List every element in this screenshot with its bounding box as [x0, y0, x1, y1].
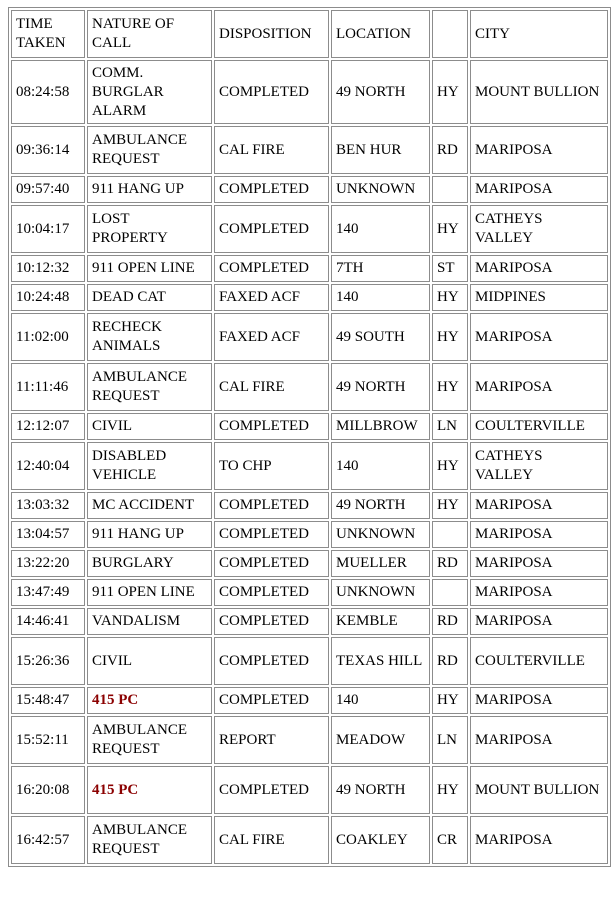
cell-nature-of-call: 911 HANG UP — [87, 176, 212, 203]
cell-time: 11:02:00 — [11, 313, 85, 361]
cell-time: 08:24:58 — [11, 60, 85, 124]
cell-city: CATHEYS VALLEY — [470, 205, 608, 253]
table-row — [11, 816, 608, 864]
header-row — [11, 10, 608, 58]
cell-street-suffix: HY — [432, 363, 468, 411]
table-row — [11, 579, 608, 606]
call-log-table — [8, 7, 611, 867]
cell-time: 14:46:41 — [11, 608, 85, 635]
cell-location: COAKLEY — [331, 816, 430, 864]
cell-street-suffix: LN — [432, 413, 468, 440]
cell-disposition: COMPLETED — [214, 608, 329, 635]
cell-disposition: COMPLETED — [214, 60, 329, 124]
table-body — [11, 60, 608, 864]
cell-disposition: COMPLETED — [214, 637, 329, 685]
cell-street-suffix: HY — [432, 492, 468, 519]
cell-city: MIDPINES — [470, 284, 608, 311]
cell-location: MEADOW — [331, 716, 430, 764]
cell-street-suffix — [432, 521, 468, 548]
cell-city: MARIPOSA — [470, 816, 608, 864]
cell-city: CATHEYS VALLEY — [470, 442, 608, 490]
header-street-suffix — [432, 10, 468, 58]
table-row — [11, 442, 608, 490]
cell-disposition: COMPLETED — [214, 550, 329, 577]
cell-nature-of-call: 911 OPEN LINE — [87, 255, 212, 282]
cell-location: 49 NORTH — [331, 363, 430, 411]
cell-disposition: COMPLETED — [214, 205, 329, 253]
cell-disposition: CAL FIRE — [214, 126, 329, 174]
cell-disposition: CAL FIRE — [214, 816, 329, 864]
cell-city: MARIPOSA — [470, 363, 608, 411]
cell-street-suffix: HY — [432, 313, 468, 361]
cell-street-suffix: ST — [432, 255, 468, 282]
cell-time: 13:03:32 — [11, 492, 85, 519]
cell-city: MOUNT BULLION — [470, 60, 608, 124]
cell-disposition: COMPLETED — [214, 413, 329, 440]
table-row — [11, 637, 608, 685]
cell-disposition: FAXED ACF — [214, 313, 329, 361]
cell-city: MARIPOSA — [470, 550, 608, 577]
cell-disposition: COMPLETED — [214, 579, 329, 606]
table-row — [11, 550, 608, 577]
cell-location: 49 SOUTH — [331, 313, 430, 361]
cell-city: MOUNT BULLION — [470, 766, 608, 814]
cell-street-suffix: HY — [432, 60, 468, 124]
table-row — [11, 608, 608, 635]
cell-nature-of-call: AMBULANCE REQUEST — [87, 816, 212, 864]
cell-location: TEXAS HILL — [331, 637, 430, 685]
cell-disposition: TO CHP — [214, 442, 329, 490]
cell-time: 16:42:57 — [11, 816, 85, 864]
cell-nature-of-call: MC ACCIDENT — [87, 492, 212, 519]
cell-street-suffix: HY — [432, 442, 468, 490]
cell-street-suffix: HY — [432, 687, 468, 714]
cell-location: 49 NORTH — [331, 60, 430, 124]
table-row — [11, 313, 608, 361]
cell-location: 49 NORTH — [331, 492, 430, 519]
cell-location: 140 — [331, 687, 430, 714]
cell-nature-of-call: CIVIL — [87, 637, 212, 685]
cell-time: 16:20:08 — [11, 766, 85, 814]
cell-time: 11:11:46 — [11, 363, 85, 411]
table-row — [11, 363, 608, 411]
cell-disposition: REPORT — [214, 716, 329, 764]
header-disposition: DISPOSITION — [214, 10, 329, 58]
header-time-taken: TIME TAKEN — [11, 10, 85, 58]
cell-location: MILLBROW — [331, 413, 430, 440]
cell-street-suffix: LN — [432, 716, 468, 764]
cell-city: COULTERVILLE — [470, 637, 608, 685]
cell-time: 10:04:17 — [11, 205, 85, 253]
cell-time: 12:12:07 — [11, 413, 85, 440]
cell-location: 140 — [331, 442, 430, 490]
cell-disposition: COMPLETED — [214, 766, 329, 814]
cell-nature-of-call: AMBULANCE REQUEST — [87, 716, 212, 764]
cell-nature-of-call: CIVIL — [87, 413, 212, 440]
cell-location: MUELLER — [331, 550, 430, 577]
cell-time: 13:47:49 — [11, 579, 85, 606]
cell-city: MARIPOSA — [470, 313, 608, 361]
cell-city: MARIPOSA — [470, 492, 608, 519]
cell-street-suffix: CR — [432, 816, 468, 864]
cell-city: MARIPOSA — [470, 521, 608, 548]
cell-disposition: COMPLETED — [214, 687, 329, 714]
cell-time: 13:04:57 — [11, 521, 85, 548]
cell-location: BEN HUR — [331, 126, 430, 174]
cell-city: MARIPOSA — [470, 716, 608, 764]
cell-nature-of-call: AMBULANCE REQUEST — [87, 363, 212, 411]
cell-disposition: COMPLETED — [214, 521, 329, 548]
cell-nature-of-call: COMM. BURGLAR ALARM — [87, 60, 212, 124]
header-location: LOCATION — [331, 10, 430, 58]
table-row — [11, 205, 608, 253]
cell-location: UNKNOWN — [331, 176, 430, 203]
cell-time: 10:12:32 — [11, 255, 85, 282]
table-row — [11, 255, 608, 282]
table-row — [11, 413, 608, 440]
cell-disposition: COMPLETED — [214, 492, 329, 519]
cell-time: 15:52:11 — [11, 716, 85, 764]
cell-disposition: FAXED ACF — [214, 284, 329, 311]
cell-nature-of-call: 911 OPEN LINE — [87, 579, 212, 606]
cell-location: 49 NORTH — [331, 766, 430, 814]
cell-time: 09:36:14 — [11, 126, 85, 174]
cell-time: 15:26:36 — [11, 637, 85, 685]
cell-time: 15:48:47 — [11, 687, 85, 714]
cell-street-suffix: RD — [432, 608, 468, 635]
cell-city: MARIPOSA — [470, 255, 608, 282]
header-nature-of-call: NATURE OF CALL — [87, 10, 212, 58]
table-header — [11, 10, 608, 58]
cell-city: MARIPOSA — [470, 608, 608, 635]
cell-city: MARIPOSA — [470, 687, 608, 714]
cell-nature-of-call: BURGLARY — [87, 550, 212, 577]
cell-street-suffix: HY — [432, 205, 468, 253]
cell-location: 140 — [331, 284, 430, 311]
cell-city: MARIPOSA — [470, 579, 608, 606]
cell-street-suffix: RD — [432, 550, 468, 577]
cell-city: MARIPOSA — [470, 176, 608, 203]
cell-nature-of-call: RECHECK ANIMALS — [87, 313, 212, 361]
cell-street-suffix: RD — [432, 637, 468, 685]
cell-disposition: COMPLETED — [214, 255, 329, 282]
cell-disposition: COMPLETED — [214, 176, 329, 203]
cell-city: COULTERVILLE — [470, 413, 608, 440]
table-row — [11, 284, 608, 311]
table-row — [11, 60, 608, 124]
cell-location: KEMBLE — [331, 608, 430, 635]
cell-city: MARIPOSA — [470, 126, 608, 174]
header-city: CITY — [470, 10, 608, 58]
cell-location: 140 — [331, 205, 430, 253]
cell-nature-of-call: DISABLED VEHICLE — [87, 442, 212, 490]
table-row — [11, 176, 608, 203]
table-row — [11, 687, 608, 714]
table-row — [11, 492, 608, 519]
cell-nature-of-call: VANDALISM — [87, 608, 212, 635]
cell-time: 09:57:40 — [11, 176, 85, 203]
cell-street-suffix — [432, 176, 468, 203]
cell-street-suffix: HY — [432, 766, 468, 814]
table-row — [11, 521, 608, 548]
cell-location: UNKNOWN — [331, 521, 430, 548]
cell-nature-of-call: DEAD CAT — [87, 284, 212, 311]
cell-location: UNKNOWN — [331, 579, 430, 606]
cell-street-suffix: RD — [432, 126, 468, 174]
cell-nature-of-call: 415 PC — [87, 687, 212, 714]
cell-nature-of-call: LOST PROPERTY — [87, 205, 212, 253]
table-row — [11, 716, 608, 764]
cell-time: 12:40:04 — [11, 442, 85, 490]
table-row — [11, 766, 608, 814]
cell-street-suffix — [432, 579, 468, 606]
cell-street-suffix: HY — [432, 284, 468, 311]
cell-location: 7TH — [331, 255, 430, 282]
cell-nature-of-call: AMBULANCE REQUEST — [87, 126, 212, 174]
cell-disposition: CAL FIRE — [214, 363, 329, 411]
cell-time: 13:22:20 — [11, 550, 85, 577]
cell-nature-of-call: 911 HANG UP — [87, 521, 212, 548]
cell-time: 10:24:48 — [11, 284, 85, 311]
table-row — [11, 126, 608, 174]
cell-nature-of-call: 415 PC — [87, 766, 212, 814]
